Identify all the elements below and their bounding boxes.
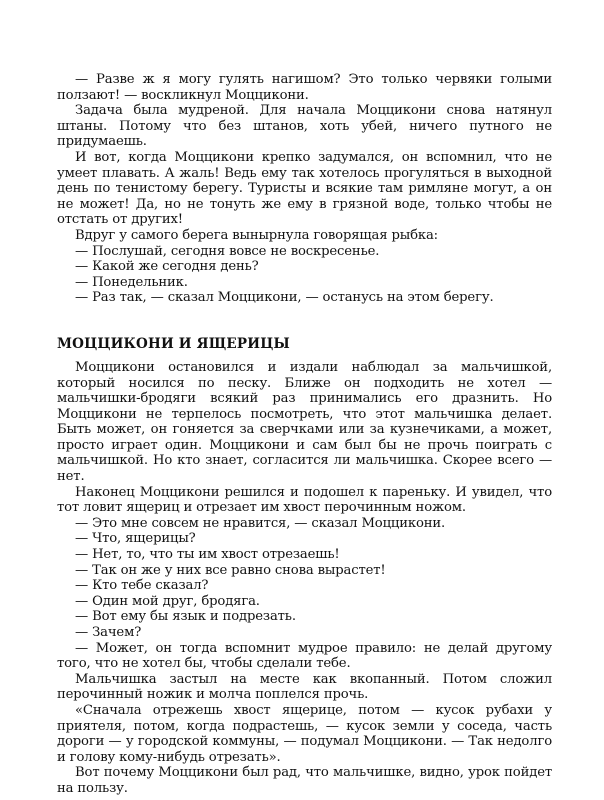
paragraph: Вот почему Моццикони был рад, что мальчишке, видно, урок пойдет на пользу.	[57, 765, 552, 796]
paragraph: Задача была мудреной. Для начала Моццикони снова натянул штаны. Потому что без штанов, хоть убей, ничего путного не придумаешь.	[57, 103, 552, 150]
dialogue-line: — Один мой друг, бродяга.	[75, 593, 260, 609]
dialogue-line: — Зачем?	[75, 625, 142, 640]
paragraph: Вдруг у самого берега вынырнула говорящая рыбка:	[75, 227, 438, 243]
section-intro	[57, 72, 552, 306]
dialogue-line: — Послушай, сегодня вовсе не воскресенье.	[75, 243, 380, 259]
section-spacer	[57, 306, 552, 336]
dialogue-line: — Раз так, — сказал Моццикони, — останусь на этом берегу.	[75, 290, 494, 306]
paragraph: И вот, когда Моццикони крепко задумался, он вспомнил, что не умеет плавать. А жаль! Ведь ему так хотелось прогуляться в выходной день по тенистому берегу. Туристы и всякие там римляне могут, а он не может! Да, но не тонуть же ему в грязной воде, только чтобы не отстать от других!	[57, 149, 552, 228]
dialogue-line: — Нет, то, что ты им хвост отрезаешь!	[75, 547, 340, 563]
section-lizards	[57, 336, 552, 797]
dialogue-line: — Это мне совсем не нравится, — сказал Моццикони.	[75, 515, 446, 531]
chapter-title: МОЦЦИКОНИ И ЯЩЕРИЦЫ	[57, 335, 290, 352]
dialogue-line: — Понедельник.	[75, 274, 188, 290]
paragraph: Мальчишка застыл на месте как вкопанный. Потом сложил перочинный ножик и молча поплелся прочь.	[57, 671, 552, 703]
dialogue-line: — Так он же у них все равно снова вырастет!	[75, 562, 386, 578]
dialogue-line: — Какой же сегодня день?	[75, 259, 259, 275]
dialogue-line: — Может, он тогда вспомнит мудрое правило: не делай другому того, что не хотел бы, чтобы сделали тебе.	[57, 640, 552, 672]
paragraph: «Сначала отрежешь хвост ящерице, потом — кусок рубахи у приятеля, потом, когда подрастешь, — кусок земли у соседа, часть дороги — у городской коммуны, — подумал Моццикони. — Так недолго и голову кому-нибудь отрезать».	[57, 702, 552, 765]
dialogue-line: — Что, ящерицы?	[75, 531, 196, 547]
page-content	[57, 72, 552, 797]
paragraph: Наконец Моццикони решился и подошел к пареньку. И увидел, что тот ловит ящериц и отрезает им хвост перочинным ножом.	[57, 484, 552, 516]
paragraph: — Разве ж я могу гулять нагишом? Это только червяки голыми ползают! — воскликнул Моццикони.	[57, 72, 552, 103]
dialogue-line: — Кто тебе сказал?	[75, 578, 209, 594]
dialogue-line: — Вот ему бы язык и подрезать.	[75, 609, 296, 625]
paragraph: Моццикони остановился и издали наблюдал за мальчишкой, который носился по песку. Ближе он подходить не хотел — мальчишки-бродяги всякий раз принимались его дразнить. Но Моццикони не терпелось посмотреть, что этот мальчишка делает. Быть может, он гоняется за сверчками или за кузнечиками, а может, просто играет один. Моццикони и сам был бы не прочь поиграть с мальчишкой. Но кто знает, согласится ли мальчишка. Скорее всего — нет.	[57, 359, 552, 485]
